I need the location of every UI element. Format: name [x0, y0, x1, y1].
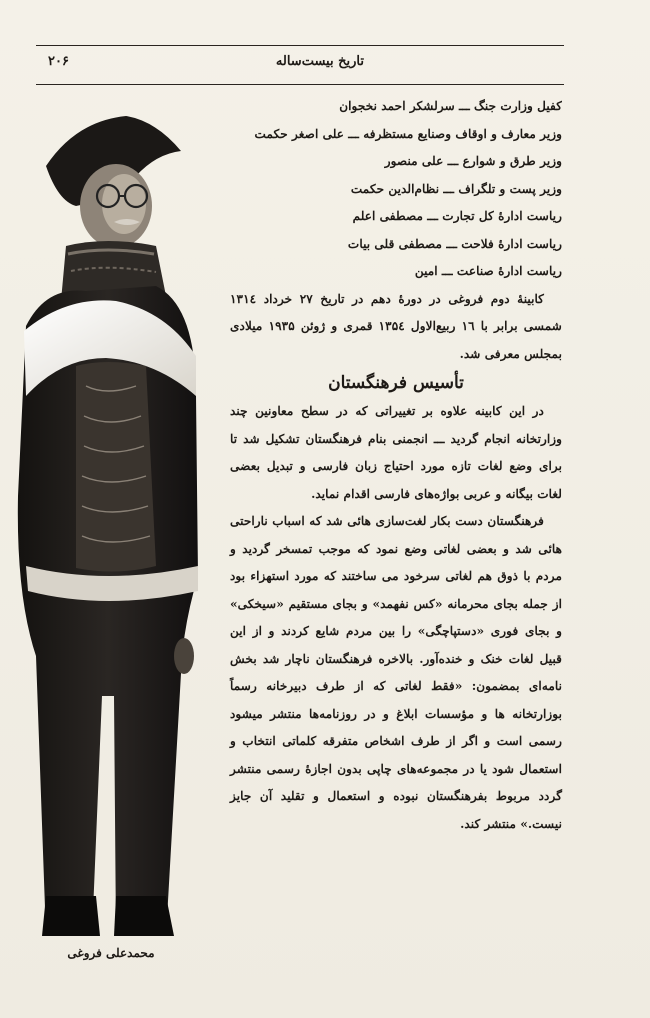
cabinet-list-item: کفیل وزارت جنگ ـــ سرلشکر احمد نخجوان [339, 99, 562, 113]
text-column [230, 93, 562, 1003]
cabinet-list-item: وزیر پست و تلگراف ـــ نظام‌الدین حکمت [350, 181, 562, 196]
portrait-caption: محمدعلی فروغی [67, 946, 155, 960]
header-rule-top [36, 45, 564, 46]
body-paragraph: در این کابینه علاوه بر تغییراتی که در سطح معاونین چند وزارتخانه انجام گردید ـــ انجمنی بنام فرهنگستان تشکیل شد تا برای وضع لغات تازه مورد احتیاج زبان فارسی و تبدیل بعضی لغات بیگانه و عربی بواژه‌های فارسی اقدام نماید. [230, 404, 562, 501]
cabinet-list-item: ریاست ادارهٔ صناعت ـــ امین [414, 264, 562, 278]
cabinet-list-item: ریاست ادارهٔ فلاحت ـــ مصطفی قلی بیات [347, 236, 562, 251]
portrait-photo [6, 96, 202, 936]
cabinet-list-item: ریاست ادارهٔ کل تجارت ـــ مصطفی اعلم [352, 209, 562, 223]
running-head [36, 52, 564, 78]
page-number: ۲۰۶ [48, 54, 69, 69]
body-paragraph: فرهنگستان دست بکار لغت‌سازی هائی شد که اسباب ناراحتی هائی شد و بعضی لغاتی وضع نمود که موجب تمسخر گردید و مردم با ذوق هم لغاتی سرخود می ساختند که مورد استهزاء بود از جمله بجای محرمانه «کس نفهمد» و بجای مستقیم «سیخکی» و بجای فوری «دستپاچگی» را بین مردم شایع کردند و از این قبیل لغات خنک و خنده‌آور. بالاخره فرهنگستان ناچار شد بخش نامه‌ای بمضمون: «فقط لغاتی که از طرف دبیرخانه رسماً بوزارتخانه ها و مؤسسات ابلاغ و در روزنامه‌ها منتشر میشود رسمی است و اگر از طرف اشخاص متفرقه کلماتی انتخاب و استعمال شود یا در مجموعه‌های چاپی بدون اجازهٔ رسمی منتشر گردد مربوط بفرهنگستان نبوده و استعمال و تقلید آن جایز نیست.» منتشر کند. [230, 514, 562, 831]
cabinet-list-item: وزیر طرق و شوارع ـــ علی منصور [384, 154, 562, 168]
cabinet-list-item: وزیر معارف و اوقاف وصنایع مستظرفه ـــ علی اصغر حکمت [254, 126, 562, 141]
header-rule-bottom [36, 84, 564, 85]
running-head-title: تاریخ بیست‌ساله [275, 54, 364, 69]
cabinet-introduction-paragraph: کابینهٔ دوم فروغی در دورهٔ دهم در تاریخ ۲۷ خرداد ۱۳۱٤ شمسی برابر با ۱٦ ربیع‌الاول ۱۳۵٤ قمری و ژوئن ۱۹۳۵ میلادی بمجلس معرفی شد. [230, 291, 562, 361]
section-heading: تأسیس فرهنگستان [328, 373, 464, 393]
